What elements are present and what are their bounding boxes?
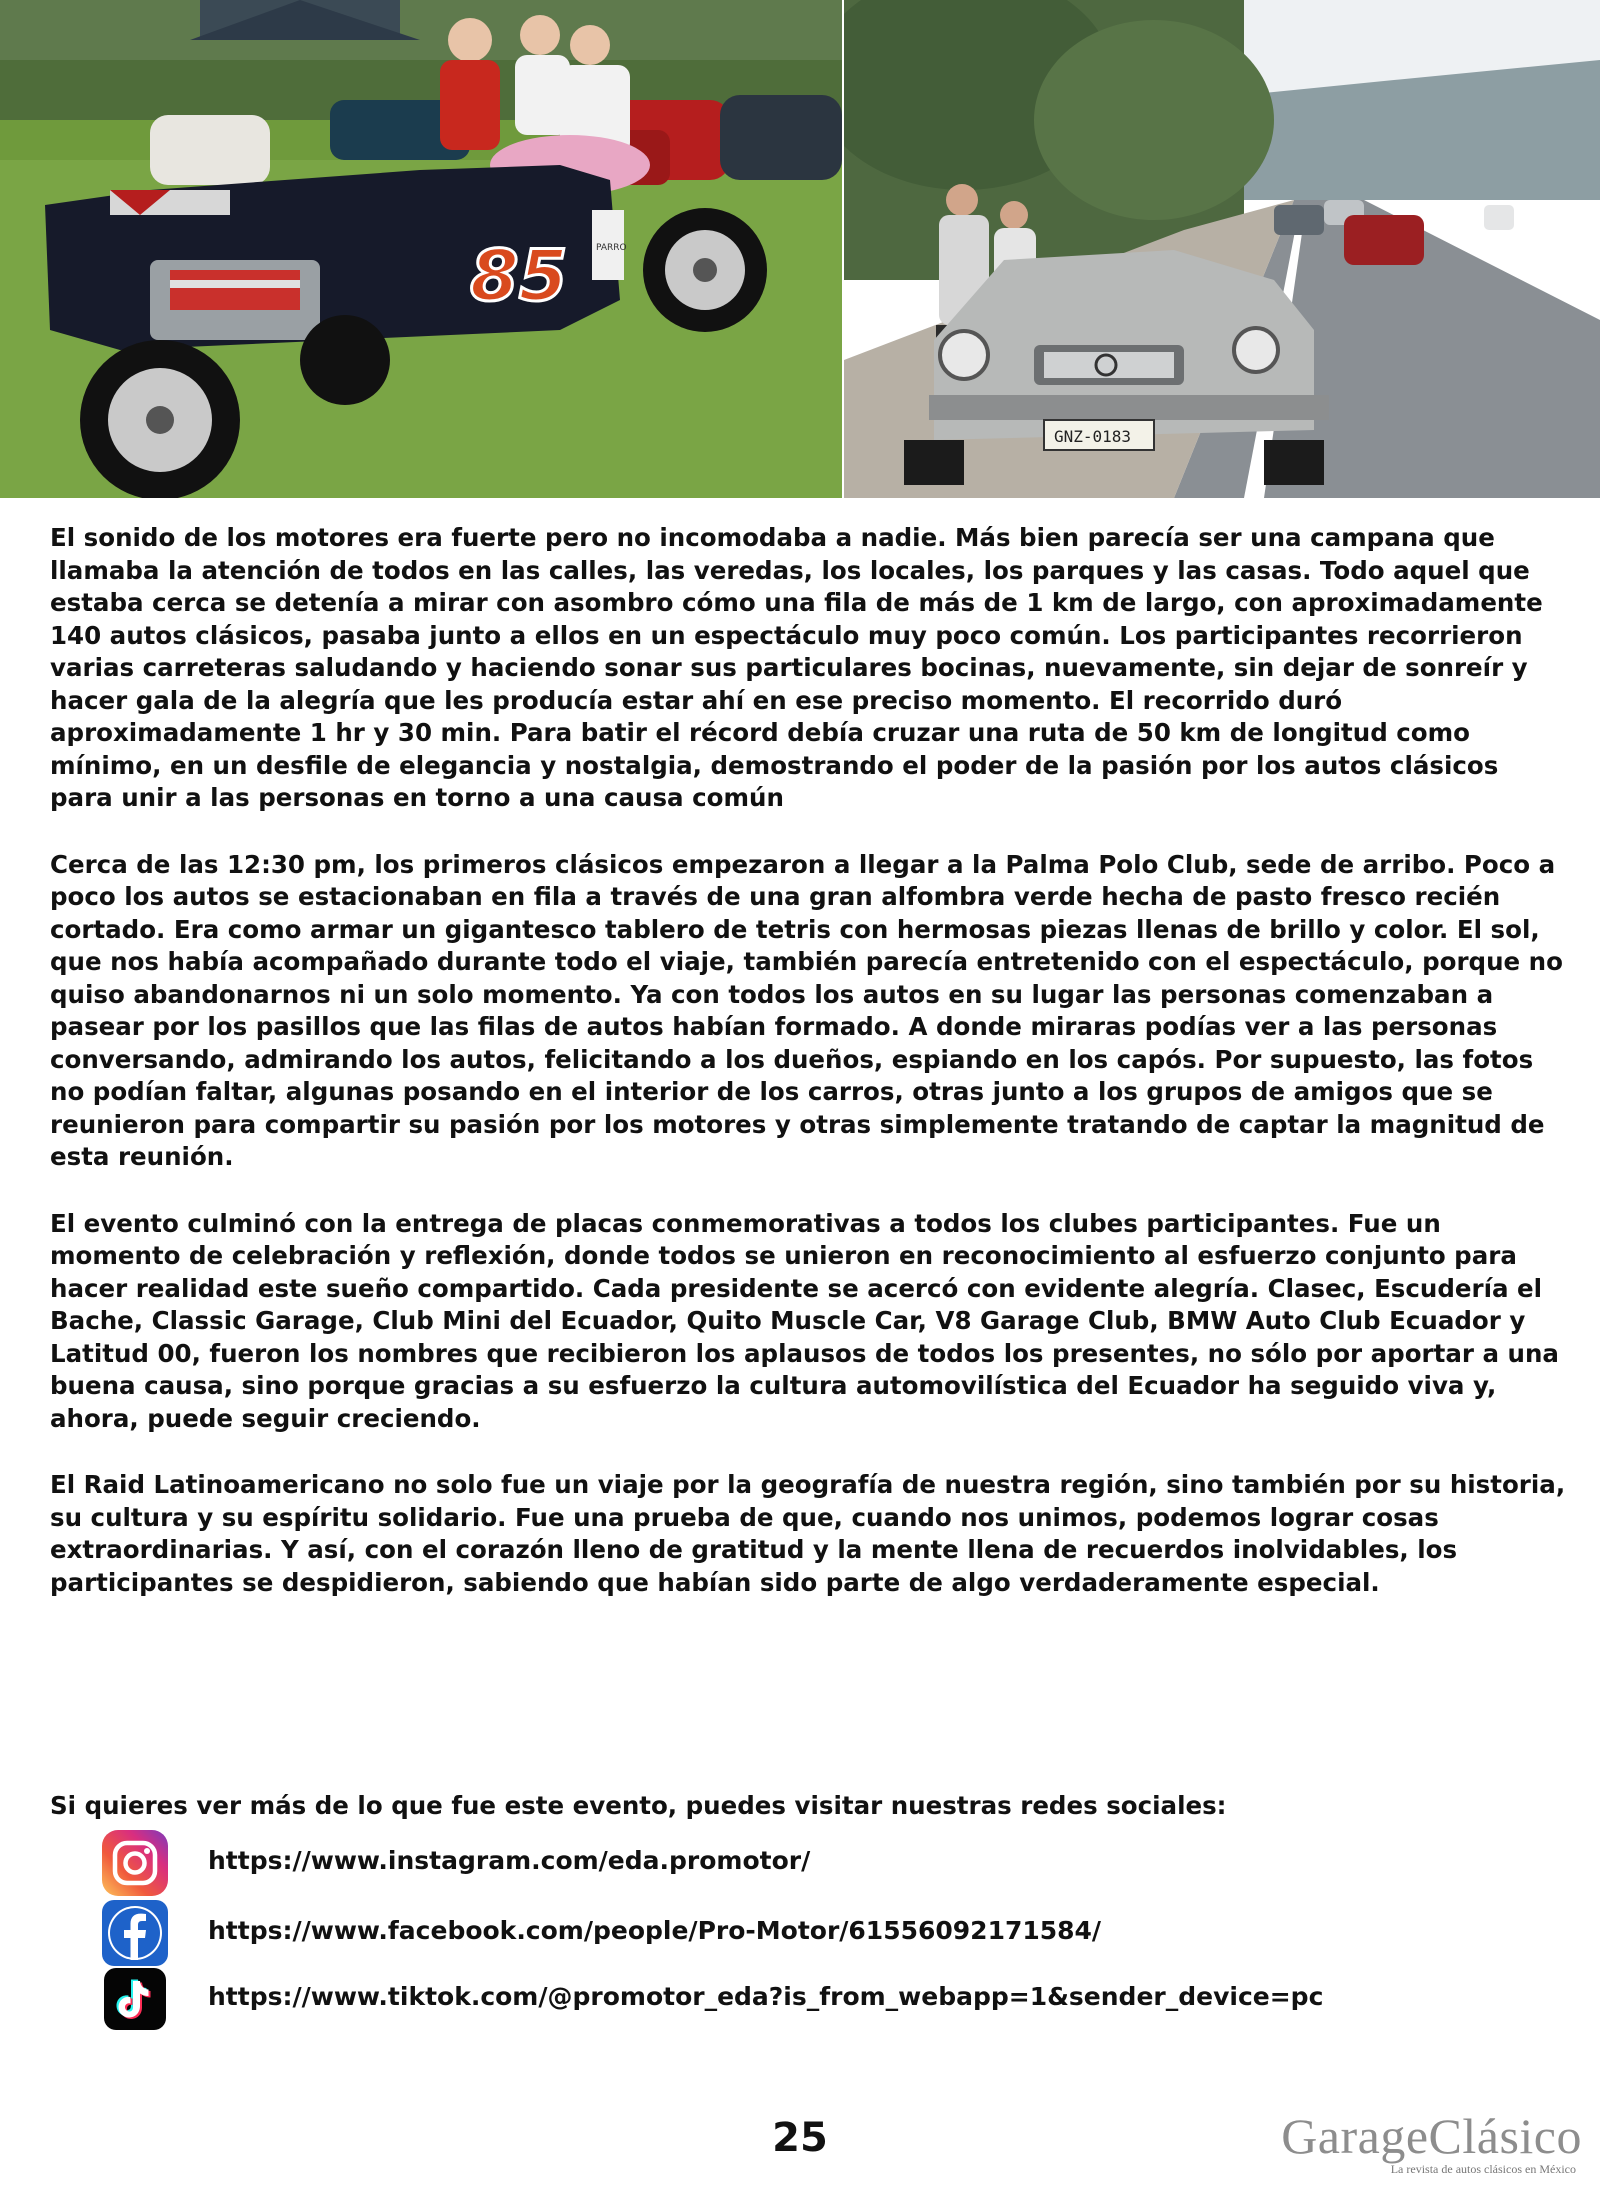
brand-tagline: La revista de autos clásicos en México — [1390, 2162, 1576, 2176]
header-photos — [0, 0, 1600, 498]
car-number: 85 — [470, 235, 568, 317]
social-intro: Si quieres ver más de lo que fue este evento, puedes visitar nuestras redes sociales: — [50, 1791, 1227, 1820]
tiktok-icon[interactable] — [100, 1964, 170, 2034]
instagram-icon[interactable] — [100, 1828, 170, 1898]
facebook-row — [100, 1898, 1500, 1968]
tiktok-link[interactable]: https://www.tiktok.com/@promotor_eda?is_from_webapp=1&sender_device=pc — [208, 1982, 1324, 2011]
article-paragraph: El sonido de los motores era fuerte pero no incomodaba a nadie. Más bien parecía ser una campana que llamaba la atención de todos en las calles, las veredas, los locales, los parques y las casas. Todo aquel que estaba cerca se detenía a mirar con asombro cómo una fila de más de 1 km de largo, con aproximadamente 140 autos clásicos, pasaba junto a ellos en un espectáculo muy poco común. Los participantes recorrieron varias carreteras saludando y haciendo sonar sus particulares bocinas, nuevamente, sin dejar de sonreír y hacer gala de la alegría que les producía estar ahí en ese preciso momento. El recorrido duró aproximadamente 1 hr y 30 min. Para batir el récord debía cruzar una ruta de 50 km de longitud como mínimo, en un desfile de elegancia y nostalgia, demostrando el poder de la pasión por los autos clásicos para unir a las personas en torno a una causa común — [50, 523, 1543, 812]
article-paragraph: El evento culminó con la entrega de placas conmemorativas a todos los clubes participantes. Fue un momento de celebración y reflexión, donde todos se unieron en reconocimiento al esfuerzo conjunto para hacer realidad este sueño compartido. Cada presidente se acercó con evidente alegría. Clasec, Escudería el Bache, Classic Garage, Club Mini del Ecuador, Quito Muscle Car, V8 Garage Club, BMW Auto Club Ecuador y Latitud 00, fueron los nombres que recibieron los aplausos de todos los presentes, no sólo por aportar a una buena causa, sino porque gracias a su esfuerzo la cultura automovilística del Ecuador ha seguido viva y, ahora, puede seguir creciendo. — [50, 1208, 1559, 1433]
mercedes-convoy-photo — [844, 0, 1600, 498]
magazine-logo — [1266, 2110, 1582, 2176]
instagram-row — [100, 1828, 1500, 1898]
hotrod-photo-illustration — [0, 0, 842, 498]
facebook-icon[interactable] — [100, 1898, 170, 1968]
hotrod-photo — [0, 0, 842, 498]
article-body — [50, 522, 1566, 1633]
page-number: 25 — [772, 2115, 828, 2161]
license-plate: GNZ-0183 — [1054, 427, 1132, 446]
tiktok-row — [100, 1964, 1500, 2034]
brand-name: GarageClásico — [1281, 2108, 1582, 2164]
mercedes-photo-illustration — [844, 0, 1600, 498]
instagram-link[interactable]: https://www.instagram.com/eda.promotor/ — [208, 1846, 811, 1875]
article-paragraph: El Raid Latinoamericano no solo fue un viaje por la geografía de nuestra región, sino también por su historia, su cultura y su espíritu solidario. Fue una prueba de que, cuando nos unimos, podemos lograr cosas extraordinarias. Y así, con el corazón lleno de gratitud y la mente llena de recuerdos inolvidables, los participantes se despidieron, sabiendo que habían sido parte de algo verdaderamente especial. — [50, 1470, 1566, 1597]
facebook-link[interactable]: https://www.facebook.com/people/Pro-Motor/61556092171584/ — [208, 1916, 1102, 1945]
article-paragraph: Cerca de las 12:30 pm, los primeros clásicos empezaron a llegar a la Palma Polo Club, sede de arribo. Poco a poco los autos se estacionaban en fila a través de una gran alfombra verde hecha de pasto fresco recién cortado. Era como armar un gigantesco tablero de tetris con hermosas piezas llenas de brillo y color. El sol, que nos había acompañado durante todo el viaje, también parecía entretenido con el espectáculo, porque no quiso abandonarnos ni un solo momento. Ya con todos los autos en su lugar las personas comenzaban a pasear por los pasillos que las filas de autos habían formado. A donde miraras podías ver a las personas conversando, admirando los autos, felicitando a los dueños, espiando en los capós. Por supuesto, las fotos no podían faltar, algunas posando en el interior de los carros, otras junto a los grupos de amigos que se reunieron para compartir su pasión por los motores y otras simplemente tratando de captar la magnitud de esta reunión. — [50, 849, 1563, 1171]
sponsor-sign: PARRO — [596, 243, 627, 253]
